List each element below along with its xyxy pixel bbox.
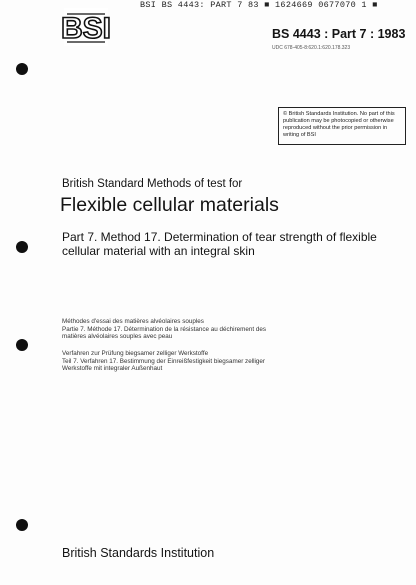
part-title: Part 7. Method 17. Determination of tear strength of flexible cellular material with an integral skin [62, 230, 377, 258]
french-line: Méthodes d'essai des matières alvéolaires souples [62, 318, 204, 325]
series-title: British Standard Methods of test for [62, 178, 243, 190]
udc-code: UDC 678-405-8:620.1:620.178.323 [272, 45, 351, 51]
bsi-logo [60, 8, 112, 46]
standard-number: BS 4443 : Part 7 : 1983 [272, 27, 406, 41]
punch-hole [16, 63, 28, 75]
publisher-name: British Standards Institution [62, 546, 215, 560]
german-title [62, 350, 332, 373]
french-line: Partie 7. Méthode 17. Détermination de la résistance au déchirement des [62, 325, 267, 333]
main-title: Flexible cellular materials [60, 194, 279, 216]
punch-hole [16, 241, 28, 253]
french-line: matières alvéolaires souples avec peau [62, 333, 173, 341]
punch-hole [16, 519, 28, 531]
french-title [62, 318, 332, 341]
german-line: Verfahren zur Prüfung biegsamer zelliger Werkstoffe [62, 350, 209, 357]
german-line: Teil 7. Verfahren 17. Bestimmung der Einreißfestigkeit biegsamer zelliger [62, 357, 265, 365]
copyright-notice: © British Standards Institution. No part of this publication may be photocopied or otherwise reproduced without the prior permission in writing of BSI [278, 107, 406, 145]
punch-hole [16, 339, 28, 351]
german-line: Werkstoffe mit integraler Außenhaut [62, 365, 163, 373]
scan-header-strip: BSI BS 4443: PART 7 83 ■ 1624669 0677070 1 ■ [140, 0, 378, 10]
logo-text: BSI [60, 12, 112, 45]
